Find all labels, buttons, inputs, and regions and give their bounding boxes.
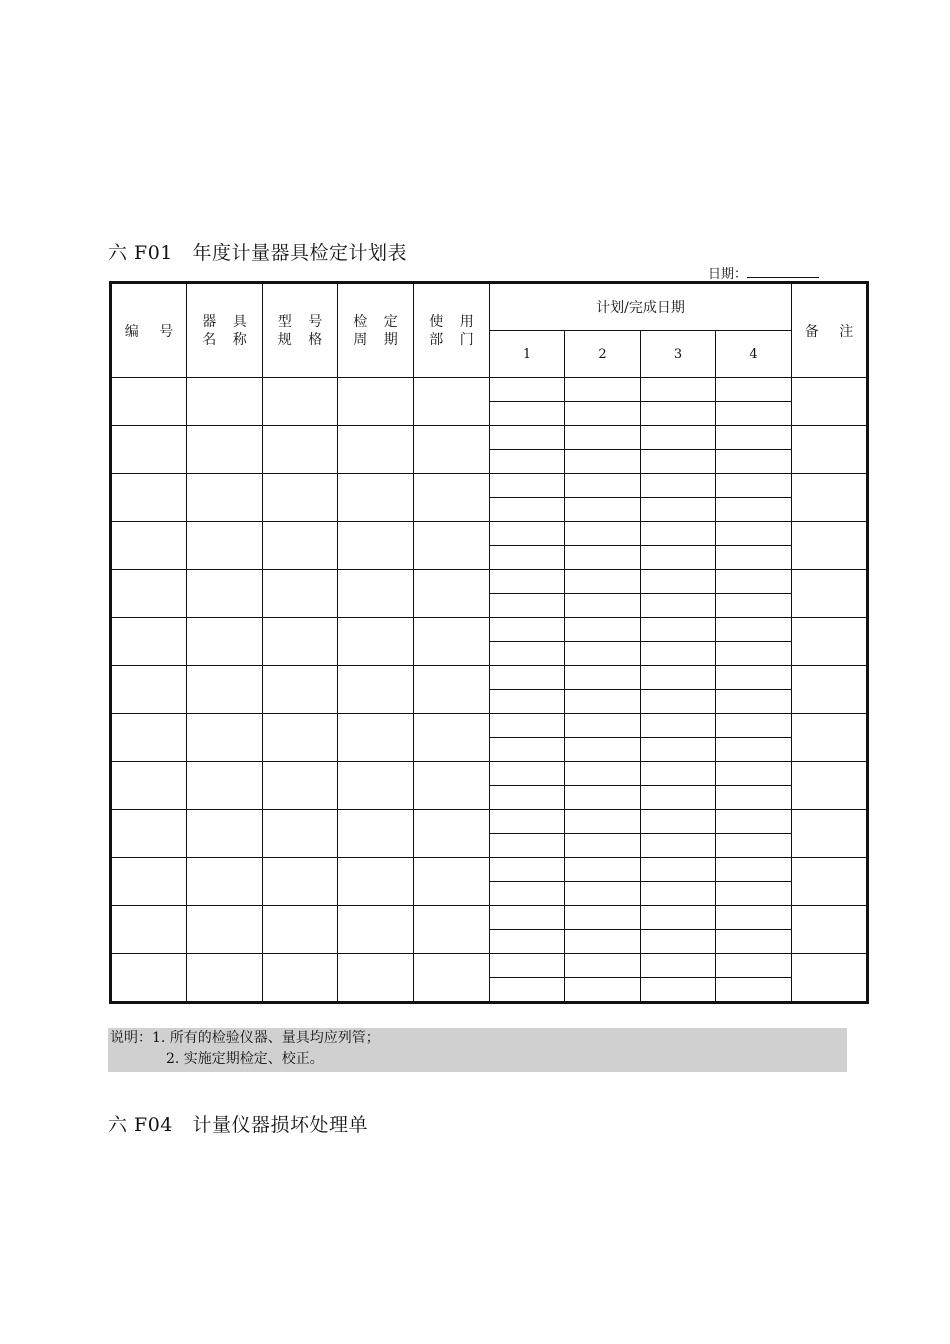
cell-model-spec[interactable] bbox=[263, 618, 338, 666]
cell-plan-date-4[interactable] bbox=[716, 906, 792, 930]
cell-plan-date-1[interactable] bbox=[490, 570, 565, 594]
cell-number[interactable] bbox=[111, 474, 187, 522]
cell-using-department[interactable] bbox=[414, 570, 490, 618]
cell-plan-date-4[interactable] bbox=[716, 618, 792, 642]
cell-completion-date-4[interactable] bbox=[716, 546, 792, 570]
cell-plan-date-1[interactable] bbox=[490, 618, 565, 642]
cell-using-department[interactable] bbox=[414, 762, 490, 810]
cell-plan-date-1[interactable] bbox=[490, 810, 565, 834]
header-number: 编 号 bbox=[111, 283, 187, 378]
cell-plan-date-3[interactable] bbox=[641, 762, 716, 786]
cell-plan-date-2[interactable] bbox=[565, 762, 641, 786]
cell-completion-date-1[interactable] bbox=[490, 594, 565, 618]
cell-calibration-cycle[interactable] bbox=[338, 426, 414, 474]
cell-completion-date-2[interactable] bbox=[565, 402, 641, 426]
cell-completion-date-4[interactable] bbox=[716, 882, 792, 906]
cell-plan-date-4[interactable] bbox=[716, 426, 792, 450]
cell-number[interactable] bbox=[111, 954, 187, 1003]
cell-number[interactable] bbox=[111, 858, 187, 906]
cell-plan-date-4[interactable] bbox=[716, 474, 792, 498]
cell-model-spec[interactable] bbox=[263, 474, 338, 522]
cell-instrument-name[interactable] bbox=[187, 906, 263, 954]
cell-remark[interactable] bbox=[792, 378, 868, 426]
cell-plan-date-3[interactable] bbox=[641, 906, 716, 930]
cell-completion-date-3[interactable] bbox=[641, 690, 716, 714]
date-field bbox=[708, 263, 819, 282]
cell-calibration-cycle[interactable] bbox=[338, 954, 414, 1003]
cell-using-department[interactable] bbox=[414, 426, 490, 474]
cell-model-spec[interactable] bbox=[263, 906, 338, 954]
cell-using-department[interactable] bbox=[414, 618, 490, 666]
cell-remark[interactable] bbox=[792, 666, 868, 714]
table-row bbox=[111, 810, 868, 834]
notes-box bbox=[108, 1028, 847, 1072]
cell-model-spec[interactable] bbox=[263, 378, 338, 426]
cell-completion-date-1[interactable] bbox=[490, 546, 565, 570]
cell-completion-date-4[interactable] bbox=[716, 738, 792, 762]
cell-completion-date-1[interactable] bbox=[490, 834, 565, 858]
date-blank[interactable] bbox=[747, 265, 819, 278]
cell-completion-date-4[interactable] bbox=[716, 642, 792, 666]
section-title-damage-form: 六 F04 计量仪器损坏处理单 bbox=[108, 1114, 369, 1136]
cell-completion-date-1[interactable] bbox=[490, 690, 565, 714]
cell-completion-date-4[interactable] bbox=[716, 402, 792, 426]
cell-plan-date-1[interactable] bbox=[490, 474, 565, 498]
cell-calibration-cycle[interactable] bbox=[338, 714, 414, 762]
cell-number[interactable] bbox=[111, 426, 187, 474]
cell-plan-date-3[interactable] bbox=[641, 474, 716, 498]
cell-remark[interactable] bbox=[792, 858, 868, 906]
table-row bbox=[111, 954, 868, 978]
table-row bbox=[111, 378, 868, 402]
cell-plan-date-2[interactable] bbox=[565, 666, 641, 690]
cell-model-spec[interactable] bbox=[263, 426, 338, 474]
cell-plan-date-3[interactable] bbox=[641, 954, 716, 978]
cell-plan-date-4[interactable] bbox=[716, 954, 792, 978]
cell-instrument-name[interactable] bbox=[187, 954, 263, 1003]
cell-using-department[interactable] bbox=[414, 810, 490, 858]
cell-number[interactable] bbox=[111, 618, 187, 666]
cell-plan-date-1[interactable] bbox=[490, 858, 565, 882]
cell-instrument-name[interactable] bbox=[187, 426, 263, 474]
cell-completion-date-2[interactable] bbox=[565, 786, 641, 810]
cell-completion-date-2[interactable] bbox=[565, 498, 641, 522]
cell-plan-date-3[interactable] bbox=[641, 378, 716, 402]
cell-completion-date-4[interactable] bbox=[716, 978, 792, 1003]
cell-number[interactable] bbox=[111, 762, 187, 810]
cell-number[interactable] bbox=[111, 714, 187, 762]
cell-calibration-cycle[interactable] bbox=[338, 906, 414, 954]
cell-using-department[interactable] bbox=[414, 522, 490, 570]
cell-calibration-cycle[interactable] bbox=[338, 474, 414, 522]
cell-plan-date-3[interactable] bbox=[641, 714, 716, 738]
cell-plan-date-1[interactable] bbox=[490, 954, 565, 978]
table-row bbox=[111, 474, 868, 498]
cell-calibration-cycle[interactable] bbox=[338, 522, 414, 570]
cell-instrument-name[interactable] bbox=[187, 378, 263, 426]
cell-calibration-cycle[interactable] bbox=[338, 666, 414, 714]
cell-plan-date-4[interactable] bbox=[716, 570, 792, 594]
cell-plan-date-2[interactable] bbox=[565, 618, 641, 642]
cell-completion-date-2[interactable] bbox=[565, 690, 641, 714]
cell-completion-date-1[interactable] bbox=[490, 786, 565, 810]
header-plan-completion-date: 计划/完成日期 bbox=[490, 283, 792, 331]
cell-plan-date-3[interactable] bbox=[641, 522, 716, 546]
cell-completion-date-3[interactable] bbox=[641, 834, 716, 858]
cell-plan-date-3[interactable] bbox=[641, 570, 716, 594]
form-title: 六 F01 年度计量器具检定计划表 bbox=[108, 242, 408, 264]
cell-completion-date-2[interactable] bbox=[565, 450, 641, 474]
cell-remark[interactable] bbox=[792, 714, 868, 762]
cell-completion-date-3[interactable] bbox=[641, 642, 716, 666]
note-line-2: 2. 实施定期检定、校正。 bbox=[166, 1051, 324, 1067]
cell-plan-date-2[interactable] bbox=[565, 378, 641, 402]
note-line-1: 说明：1. 所有的检验仪器、量具均应列管； bbox=[110, 1030, 380, 1046]
cell-plan-date-3[interactable] bbox=[641, 810, 716, 834]
table-row bbox=[111, 426, 868, 450]
cell-completion-date-3[interactable] bbox=[641, 738, 716, 762]
cell-number[interactable] bbox=[111, 378, 187, 426]
cell-completion-date-2[interactable] bbox=[565, 882, 641, 906]
cell-plan-date-4[interactable] bbox=[716, 858, 792, 882]
cell-model-spec[interactable] bbox=[263, 762, 338, 810]
header-model-spec: 型 号 规 格 bbox=[263, 283, 338, 378]
cell-plan-date-1[interactable] bbox=[490, 906, 565, 930]
cell-instrument-name[interactable] bbox=[187, 618, 263, 666]
cell-plan-date-1[interactable] bbox=[490, 762, 565, 786]
cell-using-department[interactable] bbox=[414, 714, 490, 762]
cell-plan-date-3[interactable] bbox=[641, 426, 716, 450]
cell-completion-date-4[interactable] bbox=[716, 594, 792, 618]
cell-instrument-name[interactable] bbox=[187, 762, 263, 810]
cell-plan-date-2[interactable] bbox=[565, 426, 641, 450]
cell-model-spec[interactable] bbox=[263, 954, 338, 1003]
cell-calibration-cycle[interactable] bbox=[338, 810, 414, 858]
table-row bbox=[111, 618, 868, 642]
cell-completion-date-2[interactable] bbox=[565, 546, 641, 570]
cell-plan-date-2[interactable] bbox=[565, 858, 641, 882]
cell-using-department[interactable] bbox=[414, 858, 490, 906]
date-label: 日期： bbox=[708, 267, 748, 282]
cell-plan-date-2[interactable] bbox=[565, 906, 641, 930]
header-using-department: 使 用 部 门 bbox=[414, 283, 490, 378]
cell-completion-date-1[interactable] bbox=[490, 498, 565, 522]
cell-completion-date-4[interactable] bbox=[716, 834, 792, 858]
cell-remark[interactable] bbox=[792, 570, 868, 618]
cell-completion-date-4[interactable] bbox=[716, 930, 792, 954]
cell-plan-date-1[interactable] bbox=[490, 378, 565, 402]
cell-completion-date-3[interactable] bbox=[641, 594, 716, 618]
cell-completion-date-3[interactable] bbox=[641, 450, 716, 474]
cell-instrument-name[interactable] bbox=[187, 522, 263, 570]
cell-instrument-name[interactable] bbox=[187, 858, 263, 906]
cell-completion-date-1[interactable] bbox=[490, 642, 565, 666]
calibration-plan-table bbox=[109, 281, 869, 1004]
cell-remark[interactable] bbox=[792, 906, 868, 954]
table-row bbox=[111, 762, 868, 786]
cell-completion-date-3[interactable] bbox=[641, 882, 716, 906]
table-body bbox=[111, 378, 868, 1003]
cell-model-spec[interactable] bbox=[263, 666, 338, 714]
cell-plan-date-3[interactable] bbox=[641, 666, 716, 690]
table-row bbox=[111, 666, 868, 690]
cell-using-department[interactable] bbox=[414, 954, 490, 1003]
cell-plan-date-2[interactable] bbox=[565, 714, 641, 738]
cell-instrument-name[interactable] bbox=[187, 570, 263, 618]
cell-plan-date-1[interactable] bbox=[490, 522, 565, 546]
table-row bbox=[111, 570, 868, 594]
cell-calibration-cycle[interactable] bbox=[338, 618, 414, 666]
cell-remark[interactable] bbox=[792, 954, 868, 1003]
cell-completion-date-4[interactable] bbox=[716, 450, 792, 474]
cell-plan-date-1[interactable] bbox=[490, 666, 565, 690]
cell-instrument-name[interactable] bbox=[187, 810, 263, 858]
cell-remark[interactable] bbox=[792, 810, 868, 858]
cell-plan-date-2[interactable] bbox=[565, 474, 641, 498]
cell-completion-date-2[interactable] bbox=[565, 594, 641, 618]
cell-completion-date-2[interactable] bbox=[565, 642, 641, 666]
cell-model-spec[interactable] bbox=[263, 858, 338, 906]
cell-plan-date-2[interactable] bbox=[565, 954, 641, 978]
cell-plan-date-4[interactable] bbox=[716, 762, 792, 786]
cell-plan-date-1[interactable] bbox=[490, 714, 565, 738]
cell-calibration-cycle[interactable] bbox=[338, 378, 414, 426]
cell-calibration-cycle[interactable] bbox=[338, 570, 414, 618]
cell-remark[interactable] bbox=[792, 618, 868, 666]
cell-completion-date-2[interactable] bbox=[565, 738, 641, 762]
cell-plan-date-4[interactable] bbox=[716, 378, 792, 402]
cell-plan-date-4[interactable] bbox=[716, 666, 792, 690]
cell-number[interactable] bbox=[111, 522, 187, 570]
cell-plan-date-4[interactable] bbox=[716, 522, 792, 546]
header-plan-col-3: 3 bbox=[641, 331, 716, 378]
cell-model-spec[interactable] bbox=[263, 714, 338, 762]
header-plan-col-4: 4 bbox=[716, 331, 792, 378]
cell-number[interactable] bbox=[111, 570, 187, 618]
cell-number[interactable] bbox=[111, 906, 187, 954]
cell-model-spec[interactable] bbox=[263, 570, 338, 618]
cell-plan-date-1[interactable] bbox=[490, 426, 565, 450]
cell-completion-date-2[interactable] bbox=[565, 978, 641, 1003]
cell-number[interactable] bbox=[111, 810, 187, 858]
cell-using-department[interactable] bbox=[414, 474, 490, 522]
header-instrument-name: 器 具 名 称 bbox=[187, 283, 263, 378]
header-plan-col-1: 1 bbox=[490, 331, 565, 378]
cell-completion-date-3[interactable] bbox=[641, 402, 716, 426]
cell-calibration-cycle[interactable] bbox=[338, 762, 414, 810]
header-plan-col-2: 2 bbox=[565, 331, 641, 378]
cell-using-department[interactable] bbox=[414, 666, 490, 714]
cell-remark[interactable] bbox=[792, 762, 868, 810]
cell-instrument-name[interactable] bbox=[187, 666, 263, 714]
cell-remark[interactable] bbox=[792, 426, 868, 474]
cell-completion-date-4[interactable] bbox=[716, 498, 792, 522]
cell-completion-date-4[interactable] bbox=[716, 690, 792, 714]
cell-completion-date-1[interactable] bbox=[490, 738, 565, 762]
table-row bbox=[111, 858, 868, 882]
cell-plan-date-4[interactable] bbox=[716, 810, 792, 834]
cell-plan-date-3[interactable] bbox=[641, 618, 716, 642]
cell-remark[interactable] bbox=[792, 522, 868, 570]
table-row bbox=[111, 714, 868, 738]
cell-completion-date-3[interactable] bbox=[641, 498, 716, 522]
cell-using-department[interactable] bbox=[414, 906, 490, 954]
table-row bbox=[111, 906, 868, 930]
cell-completion-date-1[interactable] bbox=[490, 930, 565, 954]
header-calibration-cycle: 检 定 周 期 bbox=[338, 283, 414, 378]
cell-plan-date-4[interactable] bbox=[716, 714, 792, 738]
cell-plan-date-2[interactable] bbox=[565, 522, 641, 546]
cell-completion-date-1[interactable] bbox=[490, 882, 565, 906]
cell-number[interactable] bbox=[111, 666, 187, 714]
cell-completion-date-1[interactable] bbox=[490, 450, 565, 474]
cell-remark[interactable] bbox=[792, 474, 868, 522]
cell-plan-date-2[interactable] bbox=[565, 570, 641, 594]
cell-using-department[interactable] bbox=[414, 378, 490, 426]
cell-model-spec[interactable] bbox=[263, 810, 338, 858]
header-remark: 备 注 bbox=[792, 283, 868, 378]
cell-model-spec[interactable] bbox=[263, 522, 338, 570]
cell-instrument-name[interactable] bbox=[187, 714, 263, 762]
cell-completion-date-2[interactable] bbox=[565, 834, 641, 858]
table-row bbox=[111, 522, 868, 546]
cell-calibration-cycle[interactable] bbox=[338, 858, 414, 906]
cell-completion-date-3[interactable] bbox=[641, 930, 716, 954]
cell-plan-date-2[interactable] bbox=[565, 810, 641, 834]
cell-completion-date-1[interactable] bbox=[490, 978, 565, 1003]
cell-completion-date-3[interactable] bbox=[641, 978, 716, 1003]
cell-completion-date-3[interactable] bbox=[641, 786, 716, 810]
cell-completion-date-3[interactable] bbox=[641, 546, 716, 570]
cell-instrument-name[interactable] bbox=[187, 474, 263, 522]
cell-completion-date-1[interactable] bbox=[490, 402, 565, 426]
cell-completion-date-4[interactable] bbox=[716, 786, 792, 810]
cell-completion-date-2[interactable] bbox=[565, 930, 641, 954]
cell-plan-date-3[interactable] bbox=[641, 858, 716, 882]
